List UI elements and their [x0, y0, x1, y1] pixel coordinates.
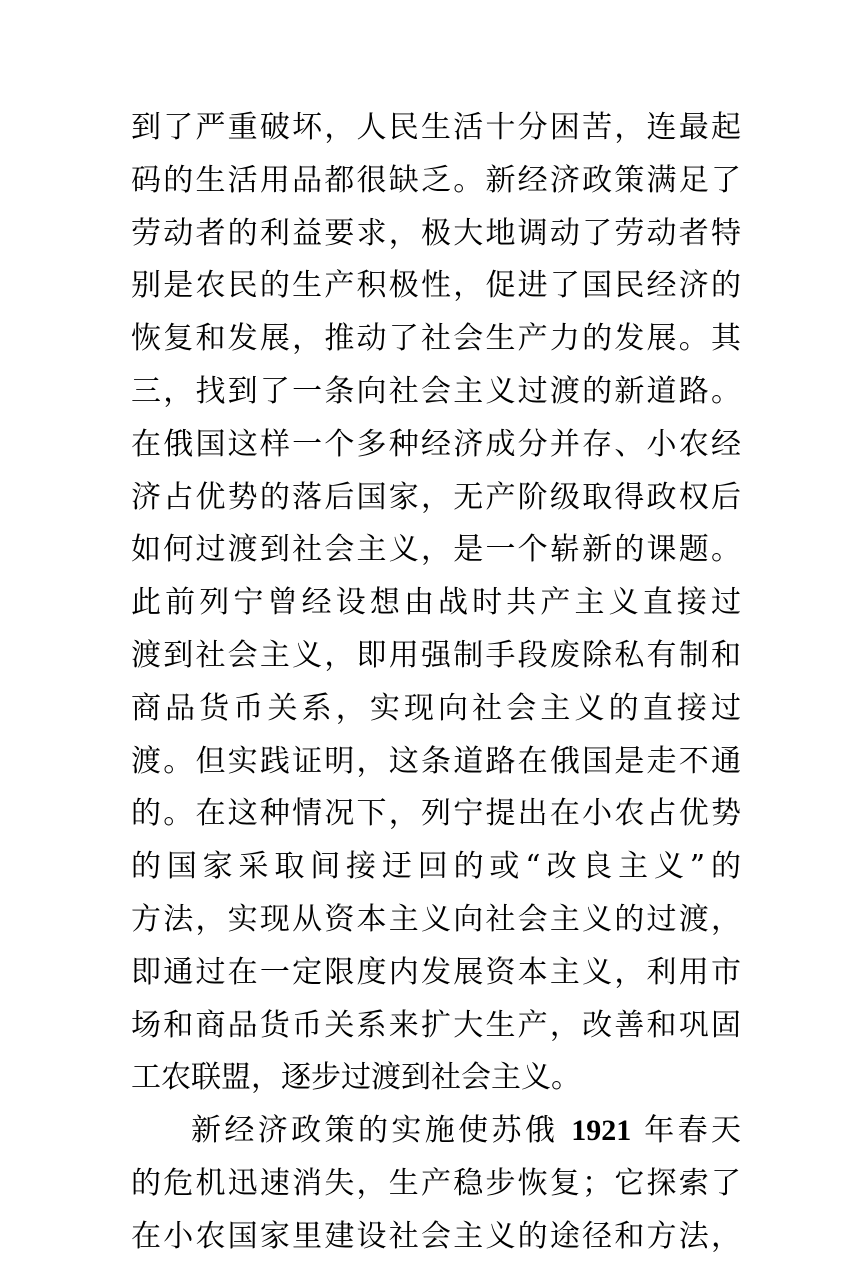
- text-line: 济占优势的落后国家，无产阶级取得政权后: [131, 479, 741, 515]
- text-line: 如何过渡到社会主义，是一个崭新的课题。: [131, 532, 741, 568]
- text-segment: 新经济政策的实施使苏俄: [191, 1113, 559, 1149]
- text-line: 方法，实现从资本主义向社会主义的过渡，: [131, 901, 741, 937]
- text-line: 工农联盟，逐步过渡到社会主义。: [131, 1060, 581, 1096]
- text-line: 别是农民的生产积极性，促进了国民经济的: [131, 268, 741, 304]
- text-segment: 年春天: [644, 1113, 742, 1149]
- text-line: 的国家采取间接迂回的或“改良主义”的: [131, 849, 741, 885]
- text-line: 三，找到了一条向社会主义过渡的新道路。: [131, 373, 741, 409]
- text-line: 渡到社会主义，即用强制手段废除私有制和: [131, 637, 741, 673]
- year-number: 1921: [571, 1114, 632, 1148]
- text-line: 码的生活用品都很缺乏。新经济政策满足了: [131, 162, 741, 198]
- text-line: 即通过在一定限度内发展资本主义，利用市: [131, 954, 741, 990]
- text-line: 在小农国家里建设社会主义的途径和方法，: [131, 1218, 741, 1254]
- paragraph-1: [131, 102, 741, 1105]
- text-line: 恢复和发展，推动了社会生产力的发展。其: [131, 321, 741, 357]
- text-line: 的。在这种情况下，列宁提出在小农占优势: [131, 796, 741, 832]
- text-line: 场和商品货币关系来扩大生产，改善和巩固: [131, 1007, 741, 1043]
- text-line: 在俄国这样一个多种经济成分并存、小农经: [131, 426, 741, 462]
- paragraph-2: [131, 1105, 741, 1263]
- text-line: 渡。但实践证明，这条道路在俄国是走不通: [131, 743, 741, 779]
- text-line: 的危机迅速消失，生产稳步恢复；它探索了: [131, 1165, 741, 1201]
- body-text: [131, 102, 741, 1264]
- text-line: 劳动者的利益要求，极大地调动了劳动者特: [131, 215, 741, 251]
- text-line: 此前列宁曾经设想由战时共产主义直接过: [131, 585, 741, 621]
- text-line: 到了严重破坏，人民生活十分困苦，连最起: [131, 110, 741, 145]
- text-line-first: [131, 1105, 741, 1158]
- text-line: 商品货币关系，实现向社会主义的直接过: [131, 690, 741, 726]
